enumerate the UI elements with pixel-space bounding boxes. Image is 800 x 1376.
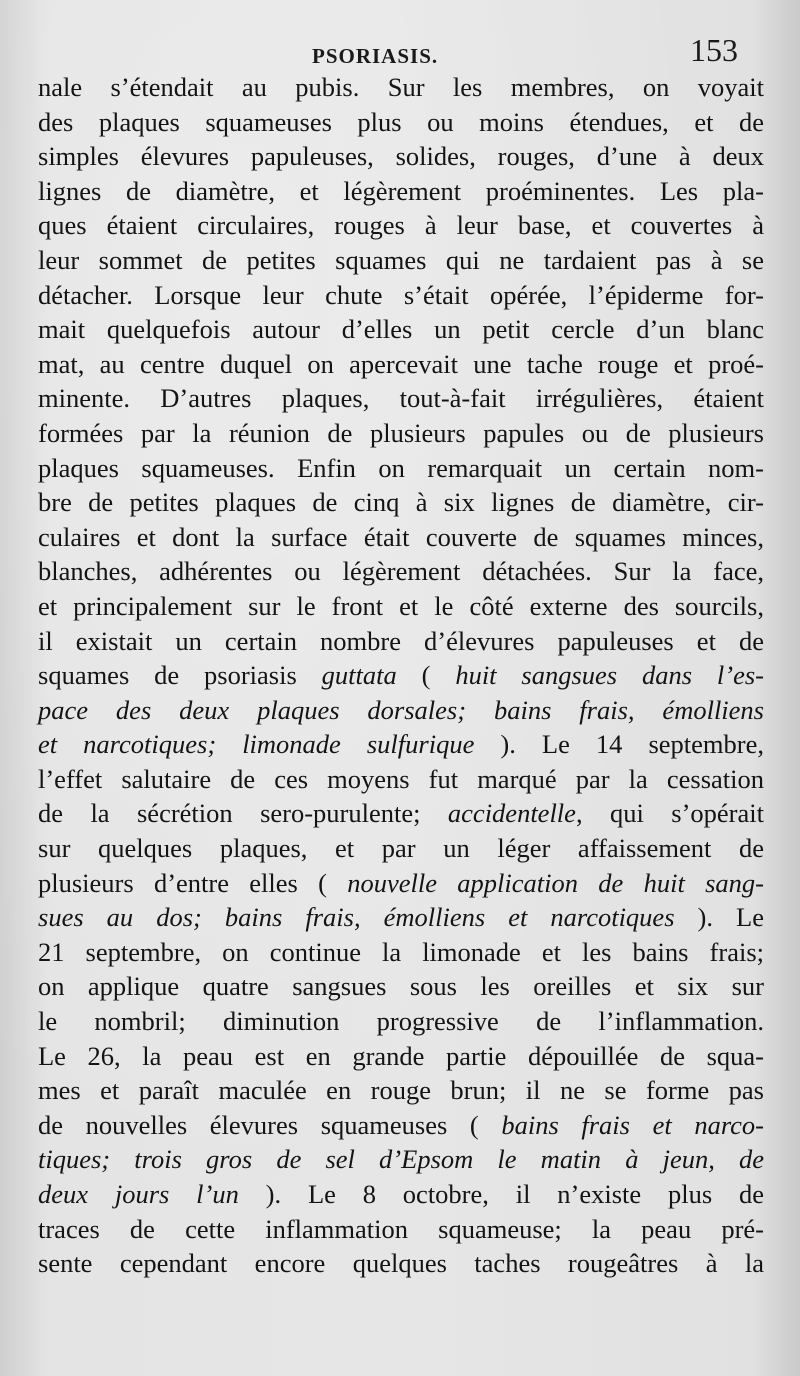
text-segment: leur sommet de petites squames qui ne tardaient pas à se (38, 244, 764, 275)
text-line (38, 174, 764, 209)
text-segment: mat, au centre duquel on apercevait une tache rouge et proé- (38, 348, 764, 379)
text-segment: , qui s’opérait (575, 798, 764, 829)
text-segment: mait quelquefois autour d’elles un petit cercle d’un blanc (38, 314, 764, 345)
page-number: 153 (690, 32, 738, 68)
italic-text: bains frais et narco- (501, 1109, 764, 1140)
text-line (38, 831, 764, 866)
italic-text: nouvelle application de huit sang- (347, 867, 764, 898)
text-line (38, 1004, 764, 1039)
text-line (38, 658, 764, 693)
text-line (38, 900, 764, 935)
text-line (38, 70, 764, 105)
text-segment: le nombril; diminution progressive de l’inflammation. (38, 1006, 764, 1037)
text-segment: simples élevures papuleuses, solides, rouges, d’une à deux (38, 141, 764, 172)
text-segment: squames de psoriasis (38, 660, 322, 691)
text-line (38, 1108, 764, 1143)
text-segment: et principalement sur le front et le côté externe des sourcils, (38, 590, 764, 621)
text-segment: plaques squameuses. Enfin on remarquait un certain nom- (38, 452, 764, 483)
text-line (38, 1073, 764, 1108)
text-segment: mes et paraît maculée en rouge brun; il ne se forme pas (38, 1075, 764, 1106)
text-segment: plusieurs d’entre elles ( (38, 867, 348, 898)
text-segment: de nouvelles élevures squameuses ( (38, 1109, 502, 1140)
text-line (38, 1212, 764, 1247)
text-line (38, 208, 764, 243)
text-segment: traces de cette inflammation squameuse; la peau pré- (38, 1213, 764, 1244)
text-segment: blanches, adhérentes ou légèrement détachées. Sur la face, (38, 556, 764, 587)
text-line (38, 1177, 764, 1212)
italic-text: pace des deux plaques dorsales; bains frais, émolliens (38, 694, 764, 725)
text-line (38, 105, 764, 140)
text-line (38, 969, 764, 1004)
italic-text: huit sangsues dans l’es- (455, 660, 765, 691)
text-segment: ). Le 8 octobre, il n’existe plus de (238, 1179, 764, 1209)
text-segment: des plaques squameuses plus ou moins étendues, et de (38, 106, 764, 137)
text-segment: sente cependant encore quelques taches rougeâtres à la (38, 1248, 764, 1279)
text-line (38, 796, 764, 831)
text-segment: ). Le (674, 902, 764, 933)
text-line (38, 485, 764, 520)
text-line (38, 1246, 764, 1281)
text-segment: culaires et dont la surface était couverte de squames minces, (38, 521, 764, 552)
italic-text: tiques; trois gros de sel d’Epsom le matin à jeun, de (38, 1144, 764, 1175)
text-line (38, 1142, 764, 1177)
text-segment: 21 septembre, on continue la limonade et les bains frais; (38, 936, 764, 967)
text-line (38, 243, 764, 278)
italic-text: accidentelle (447, 798, 576, 829)
text-segment: formées par la réunion de plusieurs papules ou de plusieurs (38, 417, 764, 448)
text-line (38, 312, 764, 347)
text-segment: de la sécrétion sero-purulente; (38, 798, 448, 829)
text-line (38, 347, 764, 382)
text-line (38, 1039, 764, 1074)
text-line (38, 520, 764, 555)
text-line (38, 866, 764, 901)
text-segment: il existait un certain nombre d’élevures papuleuses et de (38, 625, 764, 656)
text-line (38, 554, 764, 589)
text-segment: Le 26, la peau est en grande partie dépouillée de squa- (38, 1040, 764, 1071)
body-text (38, 70, 764, 1281)
text-line (38, 727, 764, 762)
text-line (38, 451, 764, 486)
text-line (38, 416, 764, 451)
text-segment: on applique quatre sangsues sous les oreilles et six sur (38, 971, 764, 1002)
text-line (38, 693, 764, 728)
text-segment: lignes de diamètre, et légèrement proéminentes. Les pla- (38, 175, 764, 206)
text-segment: sur quelques plaques, et par un léger affaissement de (38, 833, 764, 864)
text-segment: ). Le 14 septembre, (474, 729, 764, 760)
italic-text: deux jours l’un (38, 1179, 239, 1209)
running-title: PSORIASIS. (312, 44, 439, 68)
text-segment: bre de petites plaques de cinq à six lignes de diamètre, cir- (38, 487, 764, 518)
text-segment: ( (396, 660, 456, 691)
text-line (38, 935, 764, 970)
text-segment: minente. D’autres plaques, tout-à-fait irrégulières, étaient (38, 383, 764, 414)
italic-text: guttata (321, 660, 397, 691)
page-header (0, 32, 800, 72)
text-line (38, 762, 764, 797)
text-segment: détacher. Lorsque leur chute s’était opérée, l’épiderme for- (38, 279, 764, 310)
text-segment: l’effet salutaire de ces moyens fut marqué par la cessation (38, 763, 764, 794)
text-line (38, 139, 764, 174)
text-segment: ques étaient circulaires, rouges à leur base, et couvertes à (38, 210, 764, 241)
text-line (38, 278, 764, 313)
text-line (38, 624, 764, 659)
italic-text: et narcotiques; limonade sulfurique (38, 729, 475, 760)
italic-text: sues au dos; bains frais, émolliens et narcotiques (38, 902, 675, 933)
text-line (38, 381, 764, 416)
text-line (38, 589, 764, 624)
text-segment: nale s’étendait au pubis. Sur les membres, on voyait (38, 72, 764, 102)
